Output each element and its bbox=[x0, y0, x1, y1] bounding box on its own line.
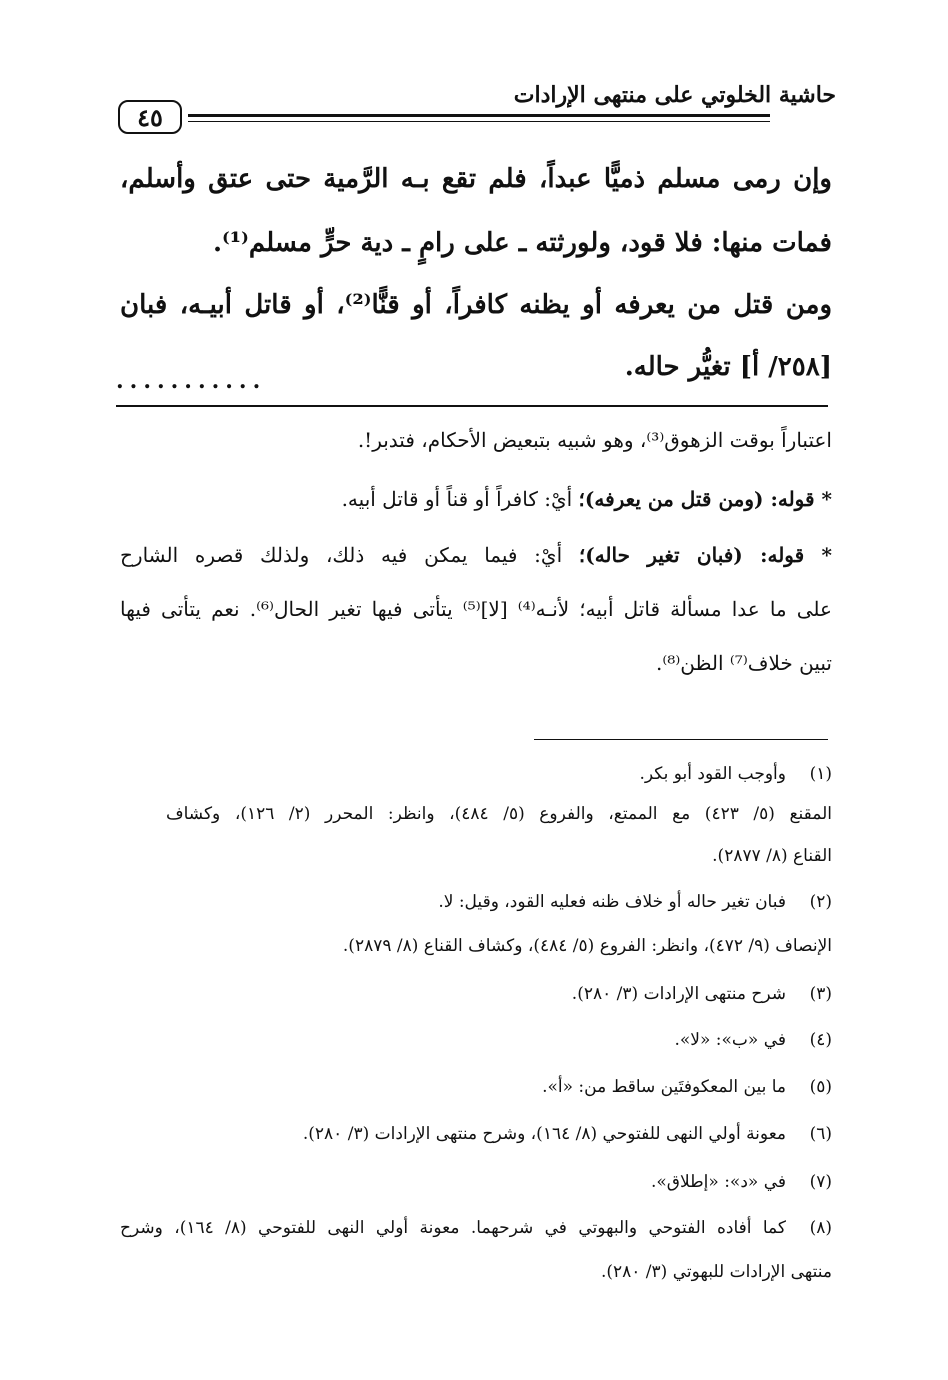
sharh-quote-2: * قوله: (فبان تغير حاله)؛ bbox=[578, 543, 833, 567]
footnote-number: (٦) bbox=[809, 1124, 832, 1144]
footnote-2 bbox=[120, 892, 832, 912]
sharh-line-5: تبين خلاف⁽⁷⁾ الظن⁽⁸⁾. bbox=[656, 651, 832, 675]
matn-line-4: [٢٥٨/ أ] تغيُّر حاله. bbox=[624, 352, 832, 382]
sharh-line-3 bbox=[120, 543, 832, 567]
page-number-badge: ٤٥ bbox=[118, 100, 182, 134]
footnote-text: كما أفاده الفتوحي والبهوتي في شرحهما. معونة أولي النهى للفتوحي (٨/ ١٦٤)، وشرح bbox=[120, 1218, 786, 1238]
footnote-number: (٨) bbox=[809, 1218, 832, 1238]
footnote-7 bbox=[120, 1172, 832, 1192]
footnote-1-line-3: القناع (٨/ ٢٨٧٧). bbox=[712, 846, 832, 866]
footnote-number: (١) bbox=[809, 764, 832, 784]
matn-line-3: ومن قتل من يعرفه أو يظنه كافراً، أو قنًّا⁽²⁾، أو قاتل أبيـه، فبان bbox=[120, 290, 833, 320]
footnote-number: (٥) bbox=[809, 1077, 832, 1097]
footnote-text: فبان تغير حاله أو خلاف ظنه فعليه القود، وقيل: لا. bbox=[438, 892, 786, 912]
footnote-text: شرح منتهى الإرادات (٣/ ٢٨٠). bbox=[571, 984, 786, 1004]
sharh-line-4: على ما عدا مسألة قاتل أبيه؛ لأنـه⁽⁴⁾ [لا]⁽⁵⁾ يتأتى فيها تغير الحال⁽⁶⁾. نعم يتأتى فيها bbox=[120, 597, 832, 621]
footnote-text: في «د»: «إطلاق». bbox=[651, 1172, 786, 1192]
running-header-title: حاشية الخلوتي على منتهى الإرادات bbox=[513, 82, 836, 108]
footnote-text: في «ب»: «لا». bbox=[674, 1030, 786, 1050]
footnote-5 bbox=[120, 1077, 832, 1097]
footnote-number: (٢) bbox=[809, 892, 832, 912]
footnote-8 bbox=[120, 1218, 832, 1238]
footnote-1 bbox=[120, 764, 832, 784]
header-rule-thin bbox=[188, 121, 770, 122]
sharh-gloss-2: أيْ: فيما يمكن فيه ذلك، ولذلك قصره الشارح bbox=[120, 543, 579, 567]
footnote-4 bbox=[120, 1030, 832, 1050]
footnote-number: (٣) bbox=[809, 984, 832, 1004]
footnote-text: ما بين المعكوفتَين ساقط من: «أ». bbox=[542, 1077, 786, 1097]
footnote-text: وأوجب القود أبو بكر. bbox=[639, 764, 786, 784]
footnote-text: معونة أولي النهى للفتوحي (٨/ ١٦٤)، وشرح منتهى الإرادات (٣/ ٢٨٠). bbox=[302, 1124, 786, 1144]
footnote-number: (٧) bbox=[809, 1172, 832, 1192]
footnote-6 bbox=[120, 1124, 832, 1144]
matn-sharh-divider bbox=[116, 405, 828, 407]
matn-line-1: وإن رمى مسلم ذميًّا عبداً، فلم تقع بـه الرَّمية حتى عتق وأسلم، bbox=[120, 164, 832, 194]
sharh-quote-1: * قوله: (ومن قتل من يعرفه)؛ bbox=[578, 487, 832, 511]
footnote-divider bbox=[534, 739, 828, 740]
footnote-2-line-2: الإنصاف (٩/ ٤٧٢)، وانظر: الفروع (٥/ ٤٨٤)، وكشاف القناع (٨/ ٢٨٧٩). bbox=[342, 936, 832, 956]
matn-line-2: فمات منها: فلا قود، ولورثته ـ على رامٍ ـ دية حرٍّ مسلم⁽¹⁾. bbox=[212, 228, 832, 258]
footnote-number: (٤) bbox=[809, 1030, 832, 1050]
sharh-line-1: اعتباراً بوقت الزهوق⁽³⁾، وهو شبيه بتبعيض الأحكام، فتدبر!. bbox=[357, 428, 832, 452]
footnote-8-line-2: منتهى الإرادات للبهوتي (٣/ ٢٨٠). bbox=[600, 1262, 832, 1282]
dotted-leader: ........... bbox=[116, 368, 267, 394]
footnote-1-line-2: المقنع (٥/ ٤٢٣) مع الممتع، والفروع (٥/ ٤٨٤)، وانظر: المحرر (٢/ ١٢٦)، وكشاف bbox=[166, 804, 832, 824]
sharh-line-2 bbox=[120, 487, 832, 511]
sharh-gloss-1: أيْ: كافراً أو قناً أو قاتل أبيه. bbox=[341, 487, 579, 511]
footnote-3 bbox=[120, 984, 832, 1004]
header-rule bbox=[188, 114, 770, 117]
